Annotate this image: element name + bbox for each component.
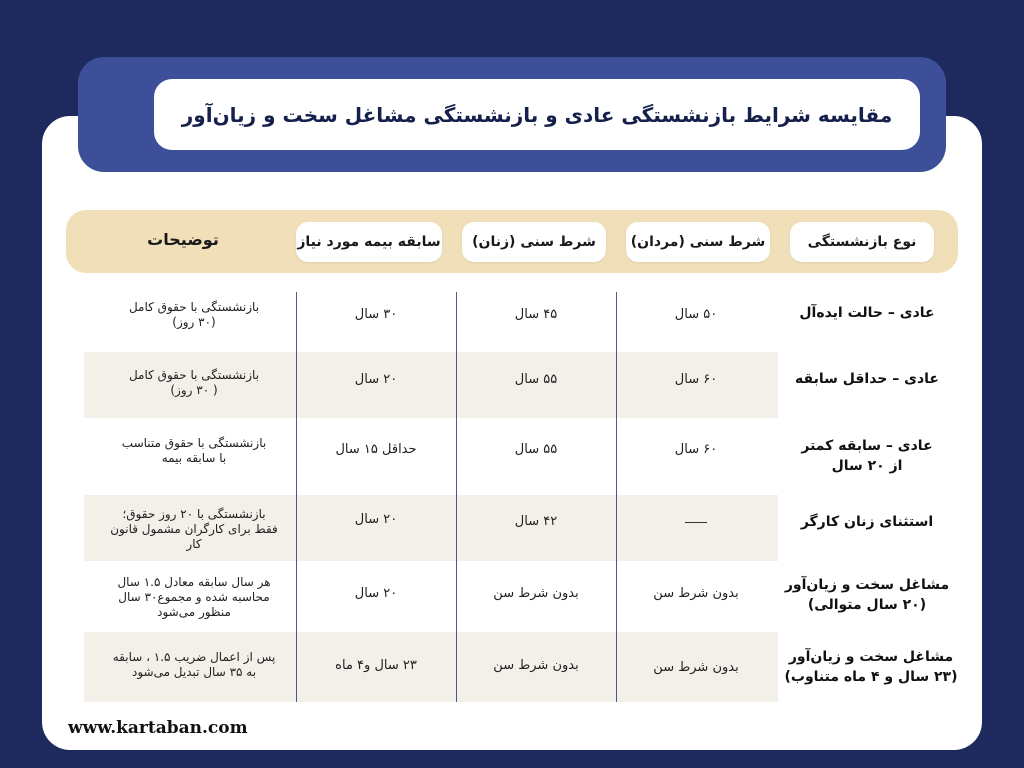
table-row-age-men [616, 500, 776, 544]
table-row-notes [94, 500, 294, 558]
notes-line: به ۳۵ سال تبدیل می‌شود [131, 665, 257, 679]
table-row-age-women: ۴۲ سال [514, 514, 558, 529]
table-row-age-men: ۶۰ سال [674, 372, 718, 387]
header-age-women: شرط سنی (زنان) [462, 222, 606, 262]
table-row-type: عادی – حداقل سابقه [795, 371, 939, 387]
column-divider [616, 292, 617, 702]
table-row-age-women: ۵۵ سال [514, 442, 558, 457]
dash-icon [685, 522, 707, 523]
header-notes: توضیحات [147, 229, 219, 249]
table-row-insurance: ۲۰ سال [354, 586, 398, 601]
website-url: www.kartaban.com [68, 718, 248, 738]
table-row-notes [94, 292, 294, 338]
notes-line: بازنشستگی با حقوق کامل [128, 368, 260, 382]
table-row-type [782, 566, 952, 624]
type-line: عادی – سابقه کمتر [801, 438, 933, 454]
table-row-insurance: حداقل ۱۵ سال [335, 442, 417, 457]
table-row-notes [94, 358, 294, 408]
notes-line: (۳۰ روز) [172, 315, 216, 329]
notes-line: بازنشستگی با ۲۰ روز حقوق؛ [122, 506, 266, 521]
table-row-insurance: ۲۰ سال [354, 512, 398, 527]
notes-line: فقط برای کارگران مشمول قانون [110, 521, 278, 536]
type-line: (۲۰ سال متوالی) [807, 597, 927, 613]
table-row-type: عادی – حالت ایده‌آل [799, 305, 935, 321]
table-row-age-women: ۵۵ سال [514, 372, 558, 387]
table-row-age-men: بدون شرط سن [653, 586, 739, 601]
type-line: (۲۳ سال و ۴ ماه متناوب) [784, 669, 958, 685]
table-row-type [782, 638, 960, 696]
table-row-type [782, 430, 952, 482]
page-title: مقایسه شرایط بازنشستگی عادی و بازنشستگی مشاغل سخت و زیان‌آور [181, 102, 893, 127]
table-row-insurance: ۲۳ سال و۴ ماه [335, 658, 417, 673]
table-row-age-women: بدون شرط سن [493, 658, 579, 673]
table-row-notes [94, 566, 294, 628]
table-row-insurance: ۲۰ سال [354, 372, 398, 387]
header-type: نوع بازنشستگی [790, 222, 934, 262]
notes-line: منظور می‌شود [157, 604, 231, 619]
type-line: مشاغل سخت و زیان‌آور [788, 649, 954, 665]
type-line: از ۲۰ سال [831, 458, 903, 474]
table-row-notes [94, 426, 294, 476]
table-row-age-women: بدون شرط سن [493, 586, 579, 601]
header-insurance: سابقه بیمه مورد نیاز [296, 222, 442, 262]
notes-line: پس از اعمال ضریب ۱.۵ ، سابقه [112, 650, 276, 664]
table-row-insurance: ۳۰ سال [354, 307, 398, 322]
notes-line: با سابقه بیمه [161, 451, 227, 465]
notes-line: بازنشستگی با حقوق کامل [128, 300, 260, 314]
notes-line: بازنشستگی با حقوق متناسب [121, 436, 267, 450]
table-row-age-men: بدون شرط سن [653, 660, 739, 675]
column-divider [296, 292, 297, 702]
table-row-type: استثنای زنان کارگر [800, 514, 934, 530]
table-row-notes [94, 640, 294, 690]
title-box [154, 79, 920, 150]
notes-line: ( ۳۰ روز) [170, 383, 218, 397]
notes-line: هر سال سابقه معادل ۱.۵ سال [117, 574, 271, 589]
table-row-age-men: ۶۰ سال [674, 442, 718, 457]
header-age-men: شرط سنی (مردان) [626, 222, 770, 262]
table-row-age-men: ۵۰ سال [674, 307, 718, 322]
table-row-age-women: ۴۵ سال [514, 307, 558, 322]
column-divider [456, 292, 457, 702]
notes-line: کار [186, 536, 202, 551]
type-line: مشاغل سخت و زیان‌آور [784, 577, 950, 593]
notes-line: محاسبه شده و مجموع۳۰ سال [118, 589, 270, 604]
